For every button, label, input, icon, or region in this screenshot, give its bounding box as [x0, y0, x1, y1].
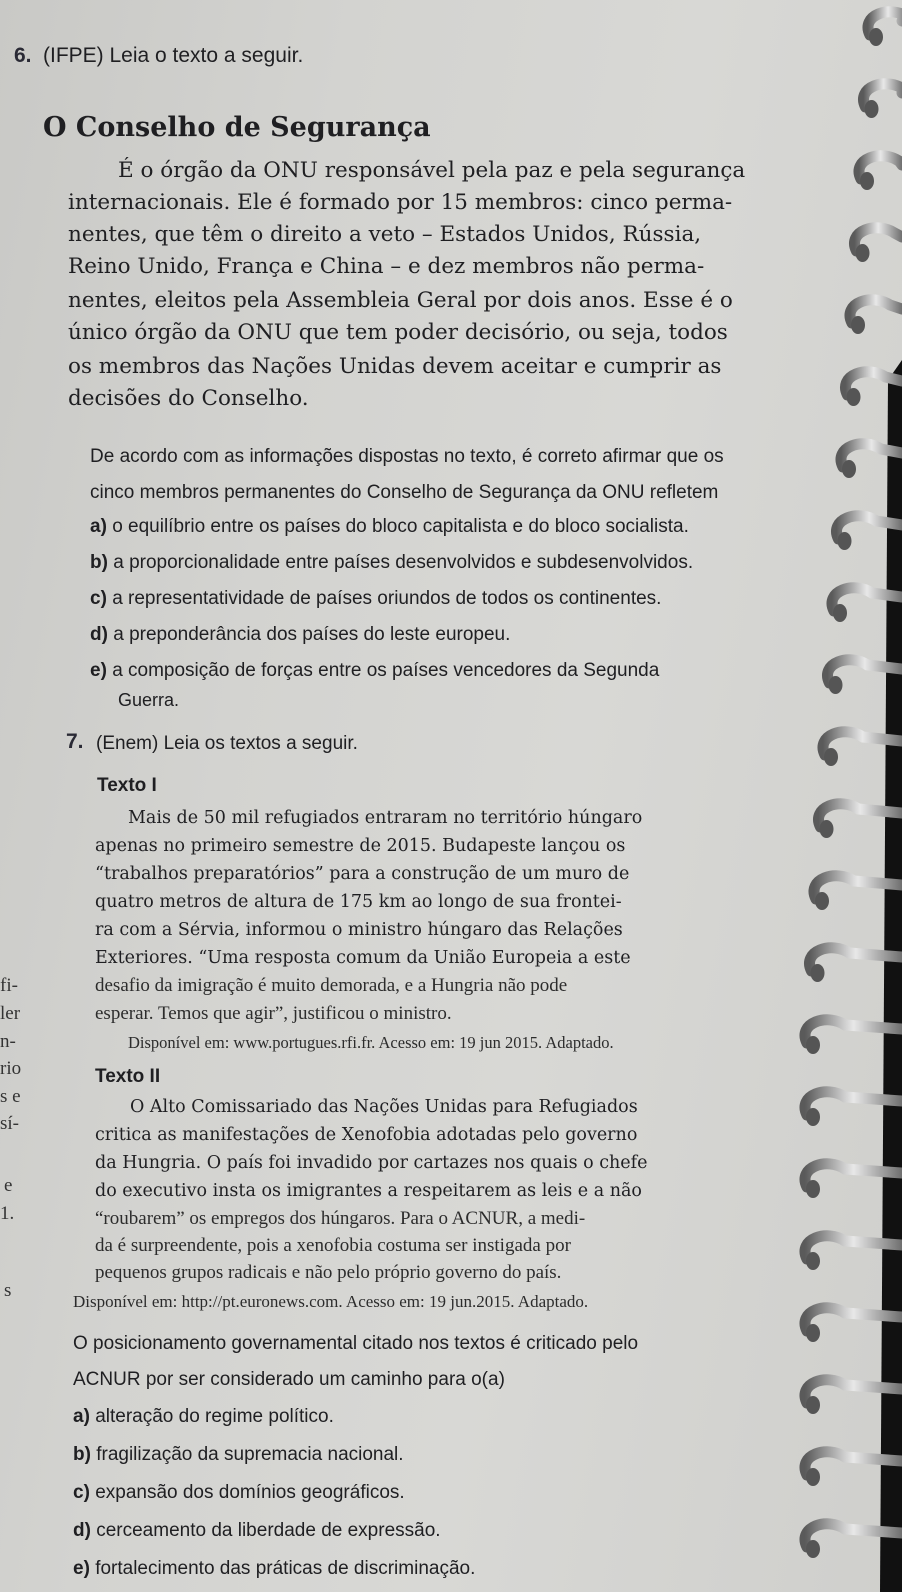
option-letter: c)	[90, 588, 107, 609]
edge-fragment: s	[4, 1280, 12, 1301]
option-letter: e)	[73, 1558, 90, 1579]
option-letter: e)	[90, 660, 107, 681]
option-text: cerceamento da liberdade de expressão.	[96, 1520, 441, 1541]
option-letter: d)	[73, 1520, 91, 1541]
option-text: fortalecimento das práticas de discriminação.	[95, 1558, 476, 1579]
binding-hole	[833, 604, 847, 622]
binding-hole	[806, 1468, 820, 1486]
option-text: expansão dos domínios geográficos.	[95, 1482, 405, 1503]
texto-2-label: Texto II	[95, 1066, 161, 1087]
question-7-header: (Enem) Leia os textos a seguir.	[96, 733, 358, 754]
option-d[interactable]	[73, 1520, 441, 1542]
binding-shadow	[880, 360, 902, 1592]
prompt-line: cinco membros permanentes do Conselho de Segurança da ONU refletem	[90, 482, 719, 503]
binding-hole	[842, 460, 856, 478]
binding-hole	[806, 1324, 820, 1342]
option-letter: b)	[73, 1444, 91, 1465]
binding-hole	[806, 1108, 820, 1126]
option-a[interactable]	[73, 1406, 334, 1428]
edge-fragment: rio	[0, 1058, 22, 1079]
texto-2-source: Disponível em: http://pt.euronews.com. Acesso em: 19 jun.2015. Adaptado.	[73, 1292, 589, 1311]
binding-hole	[806, 1180, 820, 1198]
binding-hole	[820, 820, 834, 838]
article-title: O Conselho de Segurança	[43, 112, 431, 143]
prompt-line: ACNUR por ser considerado um caminho para o(a)	[73, 1369, 505, 1390]
text-line: nentes, que têm o direito a veto – Estados Unidos, Rússia,	[68, 222, 702, 247]
edge-fragment: s e	[0, 1086, 21, 1107]
option-e[interactable]	[73, 1558, 475, 1580]
binding-hole	[806, 1396, 820, 1414]
text-line: critica as manifestações de Xenofobia adotadas pelo governo	[95, 1125, 638, 1145]
option-b[interactable]	[73, 1444, 404, 1466]
option-letter: c)	[73, 1482, 90, 1503]
option-b[interactable]	[90, 552, 693, 574]
question-7-number: 7.	[66, 730, 84, 753]
option-letter: a)	[90, 516, 107, 537]
option-c[interactable]	[90, 588, 661, 610]
binding-hole	[838, 532, 852, 550]
text-line: único órgão da ONU que tem poder decisório, ou seja, todos	[68, 320, 728, 345]
text-line: esperar. Temos que agir”, justificou o ministro.	[95, 1003, 452, 1024]
option-a[interactable]	[90, 516, 689, 538]
binding-hole	[856, 244, 870, 262]
text-line: da Hungria. O país foi invadido por cartazes nos quais o chefe	[95, 1153, 648, 1173]
edge-fragment: fi-	[0, 975, 18, 996]
option-e[interactable]	[90, 660, 659, 682]
binding-hole	[847, 388, 861, 406]
option-c[interactable]	[73, 1482, 405, 1504]
text-line: apenas no primeiro semestre de 2015. Budapeste lançou os	[95, 836, 626, 856]
text-line: “trabalhos preparatórios” para a construção de um muro de	[95, 864, 630, 884]
binding-hole	[806, 1252, 820, 1270]
question-6-number: 6.	[14, 44, 32, 67]
prompt-line: O posicionamento governamental citado nos textos é criticado pelo	[73, 1333, 639, 1354]
text-line: Reino Unido, França e China – e dez membros não perma-	[68, 254, 705, 279]
binding-hole	[860, 172, 874, 190]
binding-hole	[865, 100, 879, 118]
option-text: a composição de forças entre os países vencedores da Segunda	[112, 660, 660, 681]
question-6-header: (IFPE) Leia o texto a seguir.	[43, 44, 304, 67]
binding-hole	[824, 748, 838, 766]
edge-fragment: sí-	[0, 1113, 19, 1134]
edge-fragment: ler	[0, 1003, 21, 1024]
text-line: O Alto Comissariado das Nações Unidas para Refugiados	[130, 1097, 638, 1117]
text-line: “roubarem” os empregos dos húngaros. Para o ACNUR, a medi-	[95, 1208, 586, 1229]
option-text: alteração do regime político.	[95, 1406, 334, 1427]
prompt-line: De acordo com as informações dispostas no texto, é correto afirmar que os	[90, 446, 724, 467]
edge-fragment: 1.	[0, 1203, 15, 1224]
text-line: internacionais. Ele é formado por 15 membros: cinco perma-	[68, 190, 733, 215]
option-letter: d)	[90, 624, 108, 645]
option-text: a preponderância dos países do leste europeu.	[113, 624, 511, 645]
binding-hole	[806, 1036, 820, 1054]
binding-hole	[806, 1540, 820, 1558]
text-line: ra com a Sérvia, informou o ministro húngaro das Relações	[95, 920, 623, 940]
texto-1-label: Texto I	[97, 775, 157, 796]
binding-hole	[829, 676, 843, 694]
option-text: a proporcionalidade entre países desenvolvidos e subdesenvolvidos.	[113, 552, 694, 573]
option-letter: b)	[90, 552, 108, 573]
edge-fragment: n-	[0, 1031, 16, 1052]
option-e-continuation: Guerra.	[118, 690, 180, 710]
text-line: pequenos grupos radicais e não pelo próprio governo do país.	[95, 1262, 562, 1283]
edge-fragment: e	[4, 1175, 13, 1196]
text-line: nentes, eleitos pela Assembleia Geral por dois anos. Esse é o	[68, 288, 733, 313]
text-line: desafio da imigração é muito demorada, e a Hungria não pode	[95, 975, 568, 996]
text-line: Exteriores. “Uma resposta comum da União Europeia a este	[95, 948, 631, 968]
option-d[interactable]	[90, 624, 510, 646]
text-line: da é surpreendente, pois a xenofobia costuma ser instigada por	[95, 1235, 571, 1256]
text-line: Mais de 50 mil refugiados entraram no território húngaro	[128, 808, 643, 828]
text-line: quatro metros de altura de 175 km ao longo de sua frontei-	[95, 892, 622, 912]
binding-hole	[815, 892, 829, 910]
option-text: o equilíbrio entre os países do bloco capitalista e do bloco socialista.	[112, 516, 689, 537]
option-letter: a)	[73, 1406, 90, 1427]
text-line: decisões do Conselho.	[68, 386, 309, 411]
binding-hole	[869, 28, 883, 46]
binding-hole	[851, 316, 865, 334]
text-line: É o órgão da ONU responsável pela paz e pela segurança	[118, 158, 746, 183]
text-line: do executivo insta os imigrantes a respeitarem as leis e a não	[95, 1181, 642, 1201]
spiral-binding	[760, 0, 902, 1592]
text-line: os membros das Nações Unidas devem aceitar e cumprir as	[68, 354, 722, 379]
option-text: fragilização da supremacia nacional.	[96, 1444, 404, 1465]
texto-1-source: Disponível em: www.portugues.rfi.fr. Acesso em: 19 jun 2015. Adaptado.	[128, 1033, 614, 1052]
binding-hole	[811, 964, 825, 982]
option-text: a representatividade de países oriundos de todos os continentes.	[112, 588, 662, 609]
